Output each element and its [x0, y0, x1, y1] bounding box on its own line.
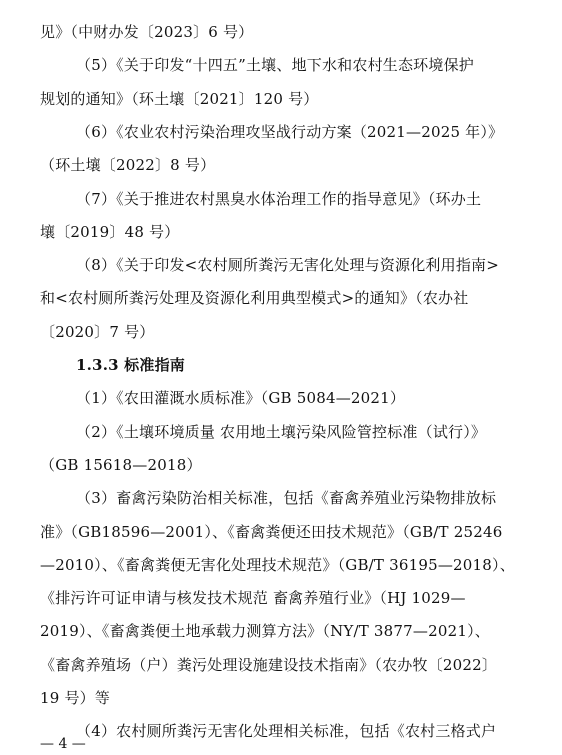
text-line-21: 19 号）等 — [40, 689, 111, 707]
text-line-22: （4）农村厕所粪污无害化处理相关标准，包括《农村三格式户 — [76, 722, 497, 740]
text-line-18: 《排污许可证申请与核发技术规范 畜禽养殖行业》（HJ 1029— — [40, 589, 466, 607]
text-line-15: （3）畜禽污染防治相关标准，包括《畜禽养殖业污染物排放标 — [76, 489, 497, 507]
text-line-5: （环土壤〔2022〕8 号） — [40, 156, 216, 174]
text-line-9: 和<农村厕所粪污处理及资源化利用典型模式>的通知》（农办社 — [40, 289, 469, 307]
text-line-20: 《畜禽养殖场（户）粪污处理设施建设技术指南》（农办牧〔2022〕 — [40, 656, 498, 674]
text-line-7: 壤〔2019〕48 号） — [40, 223, 180, 241]
text-line-4: （6）《农业农村污染治理攻坚战行动方案（2021—2025 年）》 — [76, 123, 504, 141]
text-line-16: 准》（GB18596—2001）、《畜禽粪便还田技术规范》（GB/T 25246 — [40, 523, 503, 541]
text-line-12: （1）《农田灌溉水质标准》（GB 5084—2021） — [76, 389, 406, 407]
text-line-6: （7）《关于推进农村黑臭水体治理工作的指导意见》（环办土 — [76, 190, 482, 208]
text-line-17: —2010）、《畜禽粪便无害化处理技术规范》（GB/T 36195—2018）、 — [40, 556, 515, 574]
text-line-19: 2019）、《畜禽粪便土地承载力测算方法》（NY/T 3877—2021）、 — [40, 622, 490, 640]
section-heading: 1.3.3 标准指南 — [76, 356, 185, 374]
text-line-8: （8）《关于印发<农村厕所粪污无害化处理与资源化利用指南> — [76, 256, 499, 274]
text-line-3: 规划的通知》（环土壤〔2021〕120 号） — [40, 90, 319, 108]
text-line-2: （5）《关于印发“十四五”土壤、地下水和农村生态环境保护 — [76, 56, 474, 74]
text-line-10: 〔2020〕7 号） — [40, 323, 155, 341]
text-line-1: 见》（中财办发〔2023〕6 号） — [40, 23, 254, 41]
text-line-14: （GB 15618—2018） — [40, 456, 202, 474]
page-number: — 4 — — [40, 736, 86, 752]
text-line-13: （2）《土壤环境质量 农用地土壤污染风险管控标准（试行）》 — [76, 423, 487, 441]
